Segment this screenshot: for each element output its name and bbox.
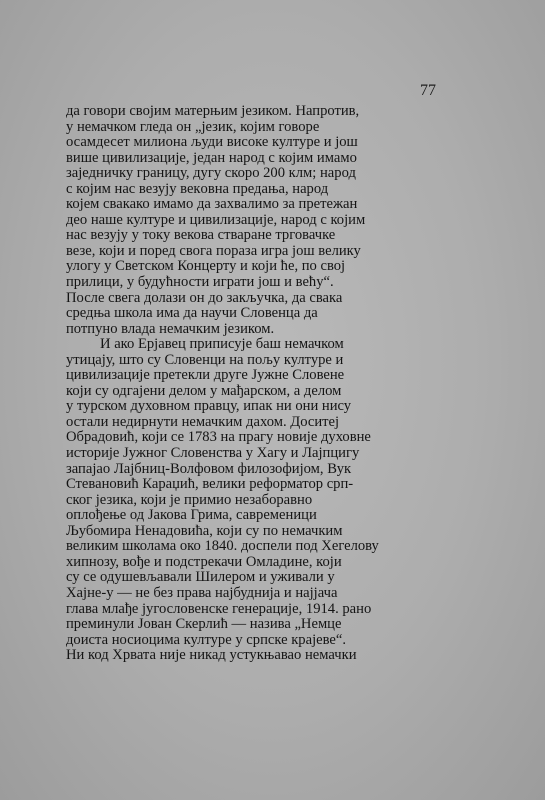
text-line: ског језика, који је примио незаборавно	[66, 491, 313, 508]
text-line: више цивилизације, један народ с којим имамо	[66, 149, 357, 166]
text-line: прилици, у будућности играти још и већу“.	[66, 274, 334, 291]
text-line: цивилизације претекли друге Јужне Словене	[66, 367, 345, 384]
text-line: Ни код Хрвата није никад устукњавао немачки	[66, 647, 357, 664]
text-line: потпуно влада немачким језиком.	[66, 320, 275, 337]
text-line: После свега долази он до закључка, да свака	[66, 289, 343, 306]
text-line: у немачком гледа он „језик, којим говоре	[66, 118, 320, 135]
text-line: остали недирнути немачким дахом. Доситеј	[66, 413, 340, 430]
text-line: део наше културе и цивилизације, народ с којим	[66, 211, 366, 228]
text-line: преминули Јован Скерлић — назива „Немце	[66, 616, 342, 633]
text-line: су се одушевљавали Шилером и уживали у	[66, 569, 335, 586]
text-line: утицају, што су Словенци на пољу културе и	[66, 351, 344, 368]
text-line: улогу у Светском Концерту и који ће, по свој	[66, 258, 346, 275]
text-line: нас везују у току векова стваране трговачке	[66, 227, 336, 244]
text-line: оплођење од Јакова Грима, савременици	[66, 507, 317, 524]
text-line: И ако Ерјавец приписује баш немачком	[100, 336, 344, 353]
text-line: с којим нас везују векoвна предања, народ	[66, 180, 329, 197]
text-line: у турском духовном правцу, ипак ни они нису	[66, 398, 352, 415]
body-text	[66, 104, 438, 664]
text-line: средња школа има да научи Словенца да	[66, 305, 318, 322]
text-line: да говори својим матерњим језиком. Напротив,	[66, 103, 360, 119]
text-line: великим школама око 1840. доспели под Хегелову	[66, 538, 379, 555]
text-line: Љубомира Ненадовића, који су по немачким	[66, 522, 343, 539]
text-line: осамдесет милиона људи високе културе и још	[66, 134, 358, 151]
text-line: заједничку границу, дугу скоро 200 клм; народ	[66, 165, 356, 182]
text-line: везе, који и поред свога пораза игра још велику	[66, 242, 361, 259]
text-line: глава млађе југословенске генерације, 1914. рано	[66, 600, 372, 617]
text-line: доиста носиоцима културе у српске крајеве“.	[66, 631, 347, 648]
text-line: хипнозу, вође и подстрекачи Омладине, који	[66, 553, 342, 570]
text-line: Обрадовић, који се 1783 на прагу новије духовне	[66, 429, 371, 446]
text-line: историје Јужног Словенства у Хагу и Лајпцигу	[66, 445, 360, 462]
text-line: којем свакако имамо да захвалимо за претежан	[66, 196, 358, 213]
text-line: који су одгајени делом у мађарском, а делом	[66, 382, 342, 399]
page-number: 77	[420, 82, 436, 99]
text-line: Стевановић Караџић, велики реформатор срп-	[66, 476, 354, 493]
text-line: Хајне-у — не без права најбуднија и најјача	[66, 584, 338, 601]
text-line: запајао Лајбниц-Волфовом филозофијом, Вук	[66, 460, 352, 477]
